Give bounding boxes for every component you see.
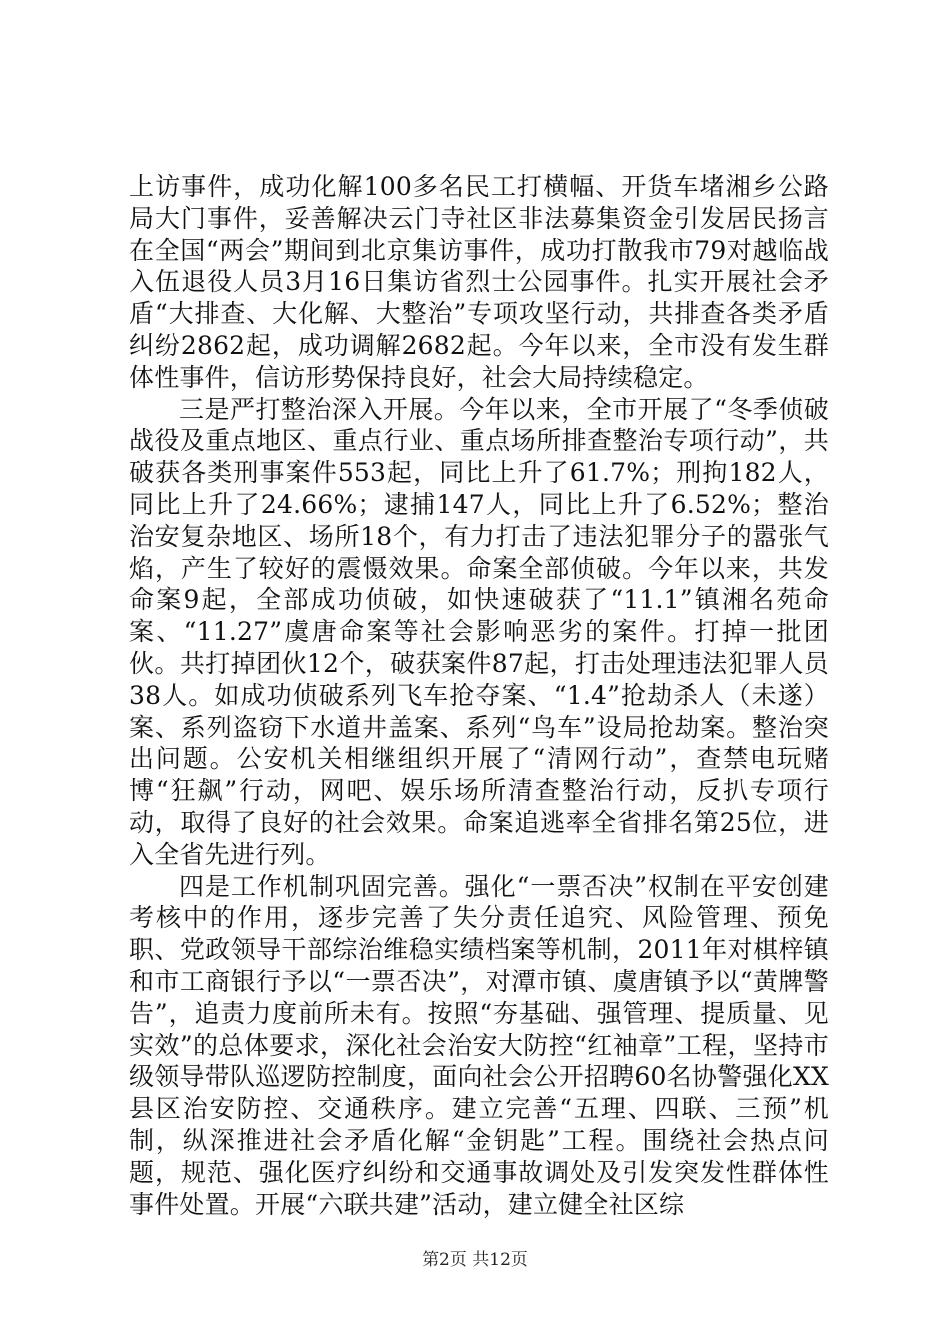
document-body [129, 171, 829, 1220]
paragraph-continuation: 上访事件，成功化解100多名民工打横幅、开货车堵湘乡公路局大门事件，妥善解决云门寺社区非法募集资金引发居民扬言在全国“两会”期间到北京集访事件，成功打散我市79对越临战入伍退役人员3月16日集访省烈士公园事件。扎实开展社会矛盾“大排查、大化解、大整治”专项攻坚行动，共排查各类矛盾纠纷2862起，成功调解2682起。今年以来，全市没有发生群体性事件，信访形势保持良好，社会大局持续稳定。 [129, 172, 829, 392]
paragraph-mechanism: 四是工作机制巩固完善。强化“一票否决”权制在平安创建考核中的作用，逐步完善了失分责任追究、风险管理、预免职、党政领导干部综治维稳实绩档案等机制，2011年对棋梓镇和市工商银行予以“一票否决”，对潭市镇、虞唐镇予以“黄牌警告”，追责力度前所未有。按照“夯基础、强管理、提质量、见实效”的总体要求，深化社会治安大防控“红袖章”工程，坚持市级领导带队巡逻防控制度，面向社会公开招聘60名协警强化XX县区治安防控、交通秩序。建立完善“五理、四联、三预”机制，纵深推进社会矛盾化解“金钥匙”工程。围绕社会热点问题，规范、强化医疗纠纷和交通事故调处及引发突发性群体性事件处置。开展“六联共建”活动，建立健全社区综 [129, 871, 829, 1219]
page-footer: 第2页 共12页 [422, 1250, 528, 1270]
paragraph-crackdown: 三是严打整治深入开展。今年以来，全市开展了“冬季侦破战役及重点地区、重点行业、重点场所排查整治专项行动”，共破获各类刑事案件553起，同比上升了61.7%；刑拘182人，同比上升了24.66%；逮捕147人，同比上升了6.52%；整治治安复杂地区、场所18个，有力打击了违法犯罪分子的嚣张气焰，产生了较好的震慑效果。命案全部侦破。今年以来，共发命案9起，全部成功侦破，如快速破获了“11.1”镇湘名苑命案、“11.27”虞唐命案等社会影响恶劣的案件。打掉一批团伙。共打掉团伙12个，破获案件87起，打击处理违法犯罪人员38人。如成功侦破系列飞车抢夺案、“1.4”抢劫杀人（未遂）案、系列盗窃下水道井盖案、系列“鸟车”设局抢劫案。整治突出问题。公安机关相继组织开展了“清网行动”，查禁电玩赌博“狂飙”行动，网吧、娱乐场所清查整治行动，反扒专项行动，取得了良好的社会效果。命案追逃率全省排名第25位，进入全省先进行列。 [129, 394, 829, 869]
